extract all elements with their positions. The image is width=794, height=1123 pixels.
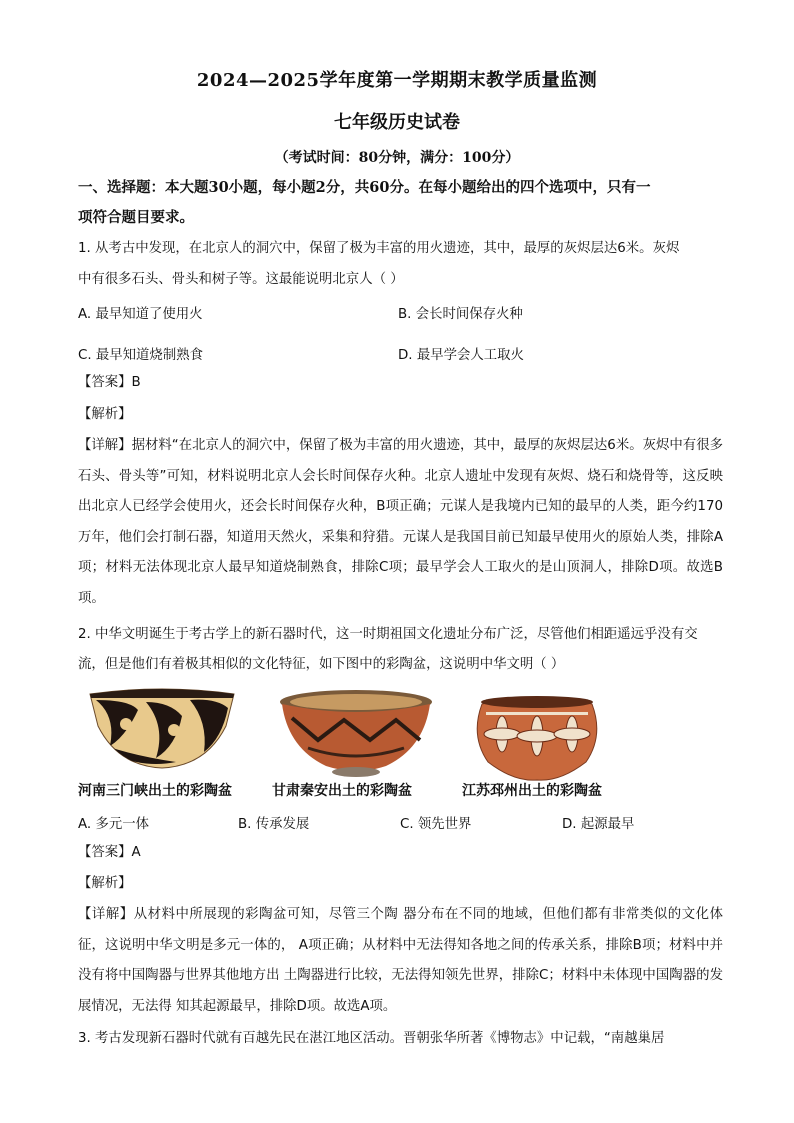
q2-detail: 【详解】从材料中所展现的彩陶盆可知，尽管三个陶 器分布在不同的地域，但他们都有非常类似的文化体征，这说明中华文明是多元一体的， A项正确；从材料中无法得知各地之间的传承关系，排除B项；材料中并没有将中国陶器与世界其他地方出 土陶器进行比较，无法得知领先世界，排除C；材料中未体现中国陶器的发展情况，无法得 知其起源最早，排除D项。故选A项。	[78, 907, 723, 1014]
q2-option-c: C. 领先世界	[400, 817, 472, 832]
section-heading-line1: 一、选择题：本大题30小题，每小题2分，共60分。在每小题给出的四个选项中，只有一	[78, 179, 651, 196]
q2-stem-line2: 流，但是他们有着极其相似的文化特征，如下图中的彩陶盆，这说明中华文明（ ）	[78, 657, 565, 672]
q2-analysis-label: 【解析】	[78, 876, 132, 891]
q1-stem-line2: 中有很多石头、骨头和树子等。这最能说明北京人（ ）	[78, 272, 404, 287]
exam-title: 2024—2025学年度第一学期期末教学质量监测	[196, 70, 598, 91]
q1-option-c: C. 最早知道烧制熟食	[78, 348, 203, 363]
q2-option-a: A. 多元一体	[78, 817, 149, 832]
q1-option-b: B. 会长时间保存火种	[398, 307, 523, 322]
q1-stem-line1: 1. 从考古中发现，在北京人的洞穴中，保留了极为丰富的用火遗迹，其中，最厚的灰烬层达6米。灰烬	[78, 241, 680, 256]
caption-sanmenxia: 河南三门峡出土的彩陶盆	[78, 783, 232, 799]
q2-answer: 【答案】A	[78, 845, 141, 860]
q1-analysis-label: 【解析】	[78, 407, 132, 422]
exam-subtitle: 七年级历史试卷	[334, 112, 460, 133]
q1-option-a: A. 最早知道了使用火	[78, 307, 203, 322]
pottery-image-pizhou	[468, 690, 606, 782]
q1-option-d: D. 最早学会人工取火	[398, 348, 524, 363]
q2-stem-line1: 2. 中华文明诞生于考古学上的新石器时代，这一时期祖国文化遗址分布广泛，尽管他们相距遥远乎没有交	[78, 627, 698, 642]
caption-qinan: 甘肃秦安出土的彩陶盆	[272, 783, 412, 799]
q2-option-d: D. 起源最早	[562, 817, 635, 832]
caption-pizhou: 江苏邳州出土的彩陶盆	[462, 783, 602, 799]
q1-detail: 【详解】据材料“在北京人的洞穴中，保留了极为丰富的用火遗迹，其中，最厚的灰烬层达6米。灰烬中有很多石头、骨头等”可知，材料说明北京人会长时间保存火种。北京人遗址中发现有灰烬、烧石和烧骨等，这反映出北京人已经学会使用火，还会长时间保存火种，B项正确；元谋人是我境内已知的最早的人类，距今约170万年，他们会打制石器，知道用天然火，采集和狩猎。元谋人是我国目前已知最早使用火的原始人类，排除A项；材料无法体现北京人最早知道烧制熟食，排除C项；最早学会人工取火的是山顶洞人，排除D项。故选B项。	[78, 438, 723, 606]
pottery-image-sanmenxia	[86, 686, 238, 770]
q2-option-b: B. 传承发展	[238, 817, 310, 832]
q3-stem-line1: 3. 考古发现新石器时代就有百越先民在湛江地区活动。晋朝张华所著《博物志》中记载，“南越巢居	[78, 1031, 665, 1046]
exam-info: （考试时间：80分钟，满分：100分）	[274, 150, 520, 166]
pottery-image-qinan	[278, 688, 434, 778]
section-heading-line2: 项符合题目要求。	[78, 209, 194, 226]
q1-answer: 【答案】B	[78, 375, 141, 390]
